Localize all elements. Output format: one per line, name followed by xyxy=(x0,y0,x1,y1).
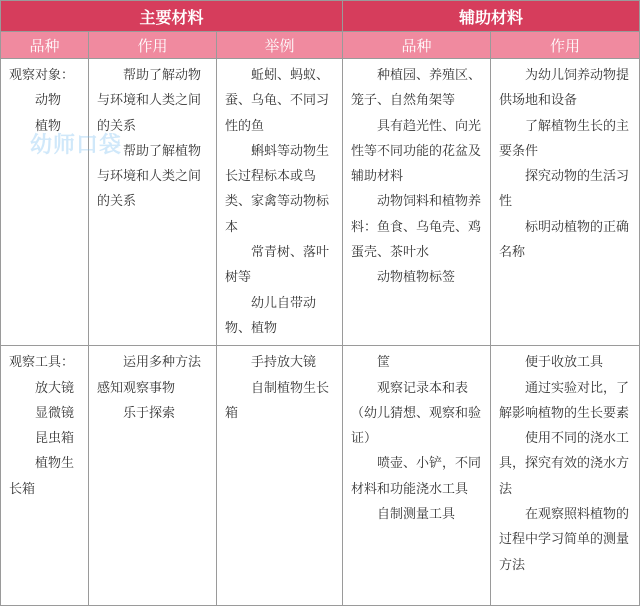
variety-line: 观察对象： xyxy=(9,68,75,83)
aux-function-item: 在观察照料植物的过程中学习简单的测量方法 xyxy=(499,507,630,573)
cell-function xyxy=(89,59,217,346)
example-item: 蝌蚪等动物生长过程标本或鸟类、家禽等动物标本 xyxy=(225,143,330,235)
variety-line: 动物 xyxy=(35,93,62,109)
function-item: 乐于探索 xyxy=(123,405,176,421)
cell-variety xyxy=(1,346,89,606)
cell-aux-function xyxy=(491,346,640,606)
example-item: 自制植物生长箱 xyxy=(225,380,330,421)
function-item: 帮助了解动物与环境和人类之间的关系 xyxy=(97,68,202,134)
variety-line: 植物生长箱 xyxy=(9,456,75,497)
aux-variety-item: 具有趋光性、向光性等不同功能的花盆及辅助材料 xyxy=(351,118,482,185)
cell-examples xyxy=(217,346,343,606)
cell-aux-function xyxy=(491,59,640,346)
variety-line: 植物 xyxy=(35,118,62,134)
aux-variety-item: 筐 xyxy=(377,355,391,371)
aux-function-item: 使用不同的浇水工具，探究有效的浇水方法 xyxy=(499,431,630,497)
example-item: 手持放大镜 xyxy=(251,355,317,371)
aux-function-item: 探究动物的生活习性 xyxy=(499,169,630,210)
col-header-aux-variety: 品种 xyxy=(343,32,491,59)
aux-variety-item: 观察记录本和表（幼儿猜想、观察和验证） xyxy=(351,380,482,447)
aux-variety-item: 种植园、养殖区、笼子、自然角架等 xyxy=(351,68,482,109)
aux-materials-header: 辅助材料 xyxy=(343,1,640,32)
col-header-examples: 举例 xyxy=(217,32,343,59)
aux-variety-item: 动物饲料和植物养料：鱼食、乌龟壳、鸡蛋壳、茶叶水 xyxy=(351,194,482,261)
aux-function-item: 为幼儿饲养动物提供场地和设备 xyxy=(499,68,630,109)
example-item: 幼儿自带动物、植物 xyxy=(225,295,317,336)
aux-function-item: 标明动植物的正确名称 xyxy=(499,219,630,261)
watermark-logo: 幼师口袋 xyxy=(30,133,123,158)
cell-function xyxy=(89,346,217,606)
table-row xyxy=(1,59,640,346)
aux-variety-item: 动物植物标签 xyxy=(377,270,456,286)
function-item: 运用多种方法感知观察事物 xyxy=(97,355,202,396)
cell-examples xyxy=(217,59,343,346)
aux-function-item: 便于收放工具 xyxy=(525,355,604,371)
table-row xyxy=(1,346,640,606)
example-item: 常青树、落叶树等 xyxy=(225,245,330,286)
aux-function-item: 通过实验对比，了解影响植物的生长要素 xyxy=(499,380,630,421)
column-header-row xyxy=(1,32,640,59)
main-materials-header: 主要材料 xyxy=(1,1,343,32)
aux-function-item: 了解植物生长的主要条件 xyxy=(499,118,630,159)
cell-variety xyxy=(1,59,89,346)
col-header-function: 作用 xyxy=(89,32,217,59)
col-header-aux-function: 作用 xyxy=(491,32,640,59)
cell-aux-variety xyxy=(343,346,491,606)
variety-line: 放大镜 xyxy=(35,380,75,396)
example-item: 蚯蚓、蚂蚁、蚕、乌龟、不同习性的鱼 xyxy=(225,68,330,134)
cell-aux-variety xyxy=(343,59,491,346)
group-header-row xyxy=(1,1,640,32)
variety-line: 昆虫箱 xyxy=(35,431,75,447)
aux-variety-item: 自制测量工具 xyxy=(377,507,456,523)
aux-variety-item: 喷壶、小铲，不同材料和功能浇水工具 xyxy=(351,456,482,497)
col-header-variety: 品种 xyxy=(1,32,89,59)
variety-line: 观察工具： xyxy=(9,355,75,371)
function-item: 帮助了解植物与环境和人类之间的关系 xyxy=(97,143,202,210)
variety-line: 显微镜 xyxy=(35,405,75,421)
